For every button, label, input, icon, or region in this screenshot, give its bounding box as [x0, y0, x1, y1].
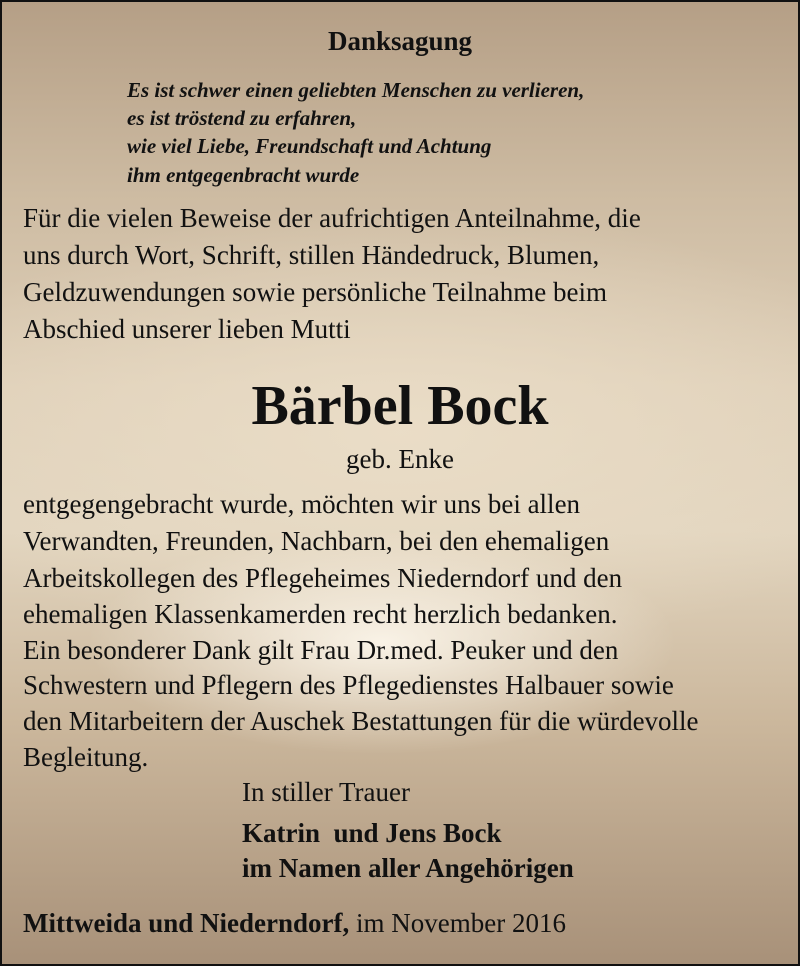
thanks-line-6: Schwestern und Pflegern des Pflegedienstes Halbauer sowie [23, 670, 674, 700]
motto-line-1: Es ist schwer einen geliebten Menschen zu verlieren, [127, 78, 585, 102]
footer [23, 908, 566, 939]
birth-name: geb. Enke [346, 444, 454, 474]
thanks-line-3: Arbeitskollegen des Pflegeheimes Niederndorf und den [23, 563, 623, 593]
heading: Danksagung [327, 26, 473, 56]
footer-place: Mittweida und Niederndorf, [23, 908, 350, 938]
motto-line-2: es ist tröstend zu erfahren, [127, 106, 357, 130]
footer-date: im November 2016 [356, 908, 566, 938]
thanks-line-4: ehemaligen Klassenkamerden recht herzlich bedanken. [23, 599, 618, 629]
motto-line-3: wie viel Liebe, Freundschaft und Achtung [127, 134, 492, 158]
signature-relatives: im Namen aller Angehörigen [242, 853, 574, 883]
intro-line-4: Abschied unserer lieben Mutti [23, 314, 351, 344]
signature-names: Katrin und Jens Bock [242, 818, 502, 848]
deceased-name: Bärbel Bock [251, 375, 549, 437]
thanks-line-2: Verwandten, Freunden, Nachbarn, bei den ehemaligen [23, 526, 610, 556]
intro-line-1: Für die vielen Beweise der aufrichtigen Anteilnahme, die [23, 203, 641, 233]
thanks-line-7: den Mitarbeitern der Auschek Bestattungen für die würdevolle [23, 706, 699, 736]
mourning-line: In stiller Trauer [242, 777, 410, 807]
thanks-line-8: Begleitung. [23, 742, 149, 772]
intro-line-2: uns durch Wort, Schrift, stillen Händedruck, Blumen, [23, 240, 600, 270]
motto-line-4: ihm entgegenbracht wurde [127, 163, 360, 187]
thanks-line-1: entgegengebracht wurde, möchten wir uns bei allen [23, 489, 581, 519]
thanks-line-5: Ein besonderer Dank gilt Frau Dr.med. Peuker und den [23, 635, 619, 665]
intro-line-3: Geldzuwendungen sowie persönliche Teilnahme beim [23, 277, 607, 307]
